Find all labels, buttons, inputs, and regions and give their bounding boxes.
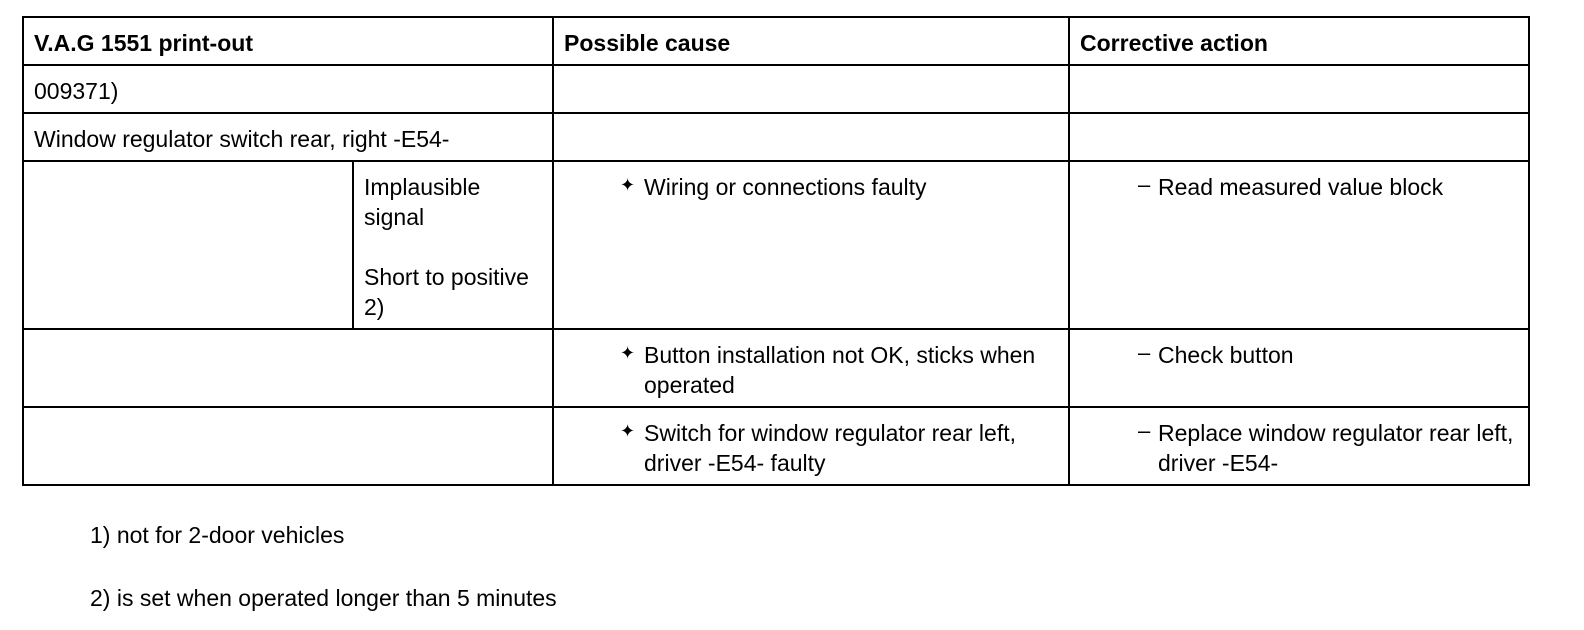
cause-cell: [553, 329, 1069, 407]
table-row: [23, 161, 1529, 329]
dash-icon: –: [1138, 340, 1151, 365]
bullet-icon: ✦: [620, 421, 636, 441]
dash-icon: –: [1138, 418, 1151, 443]
action-text: Replace window regulator rear left, driver -E54-: [1158, 420, 1514, 476]
cause-text: Switch for window regulator rear left, driver -E54- faulty: [644, 420, 1017, 476]
empty-cell: [23, 407, 553, 485]
empty-cell: [23, 329, 553, 407]
table-row: [23, 407, 1529, 485]
cause-text: Wiring or connections faulty: [644, 174, 927, 200]
bullet-icon: ✦: [620, 343, 636, 363]
bullet-icon: ✦: [620, 175, 636, 195]
footnote-2: 2) is set when operated longer than 5 minutes: [90, 585, 557, 611]
header-corrective-action: Corrective action: [1069, 17, 1529, 65]
action-cell: [1069, 161, 1529, 329]
fault-code: 009371): [23, 65, 553, 113]
action-text: Check button: [1158, 342, 1294, 368]
header-printout: V.A.G 1551 print-out: [23, 17, 553, 65]
table-header-row: [23, 17, 1529, 65]
empty-cell: [23, 161, 353, 329]
table-row: [23, 113, 1529, 161]
empty-cell: [1069, 113, 1529, 161]
cause-cell: [553, 161, 1069, 329]
table-row: [23, 329, 1529, 407]
action-text: Read measured value block: [1158, 174, 1444, 200]
fault-type-cell: [353, 161, 553, 329]
dash-icon: –: [1138, 172, 1151, 197]
cause-cell: [553, 407, 1069, 485]
cause-text: Button installation not OK, sticks when operated: [644, 342, 1036, 398]
table-row: [23, 65, 1529, 113]
empty-cell: [553, 65, 1069, 113]
action-cell: [1069, 407, 1529, 485]
footnote-1: 1) not for 2-door vehicles: [90, 522, 345, 548]
fault-type-implausible: Implausible signal: [364, 174, 481, 230]
empty-cell: [553, 113, 1069, 161]
diagnostic-table: [22, 16, 1530, 486]
header-possible-cause: Possible cause: [553, 17, 1069, 65]
component-name: Window regulator switch rear, right -E54-: [23, 113, 553, 161]
empty-cell: [1069, 65, 1529, 113]
fault-type-short: Short to positive 2): [364, 264, 529, 320]
action-cell: [1069, 329, 1529, 407]
